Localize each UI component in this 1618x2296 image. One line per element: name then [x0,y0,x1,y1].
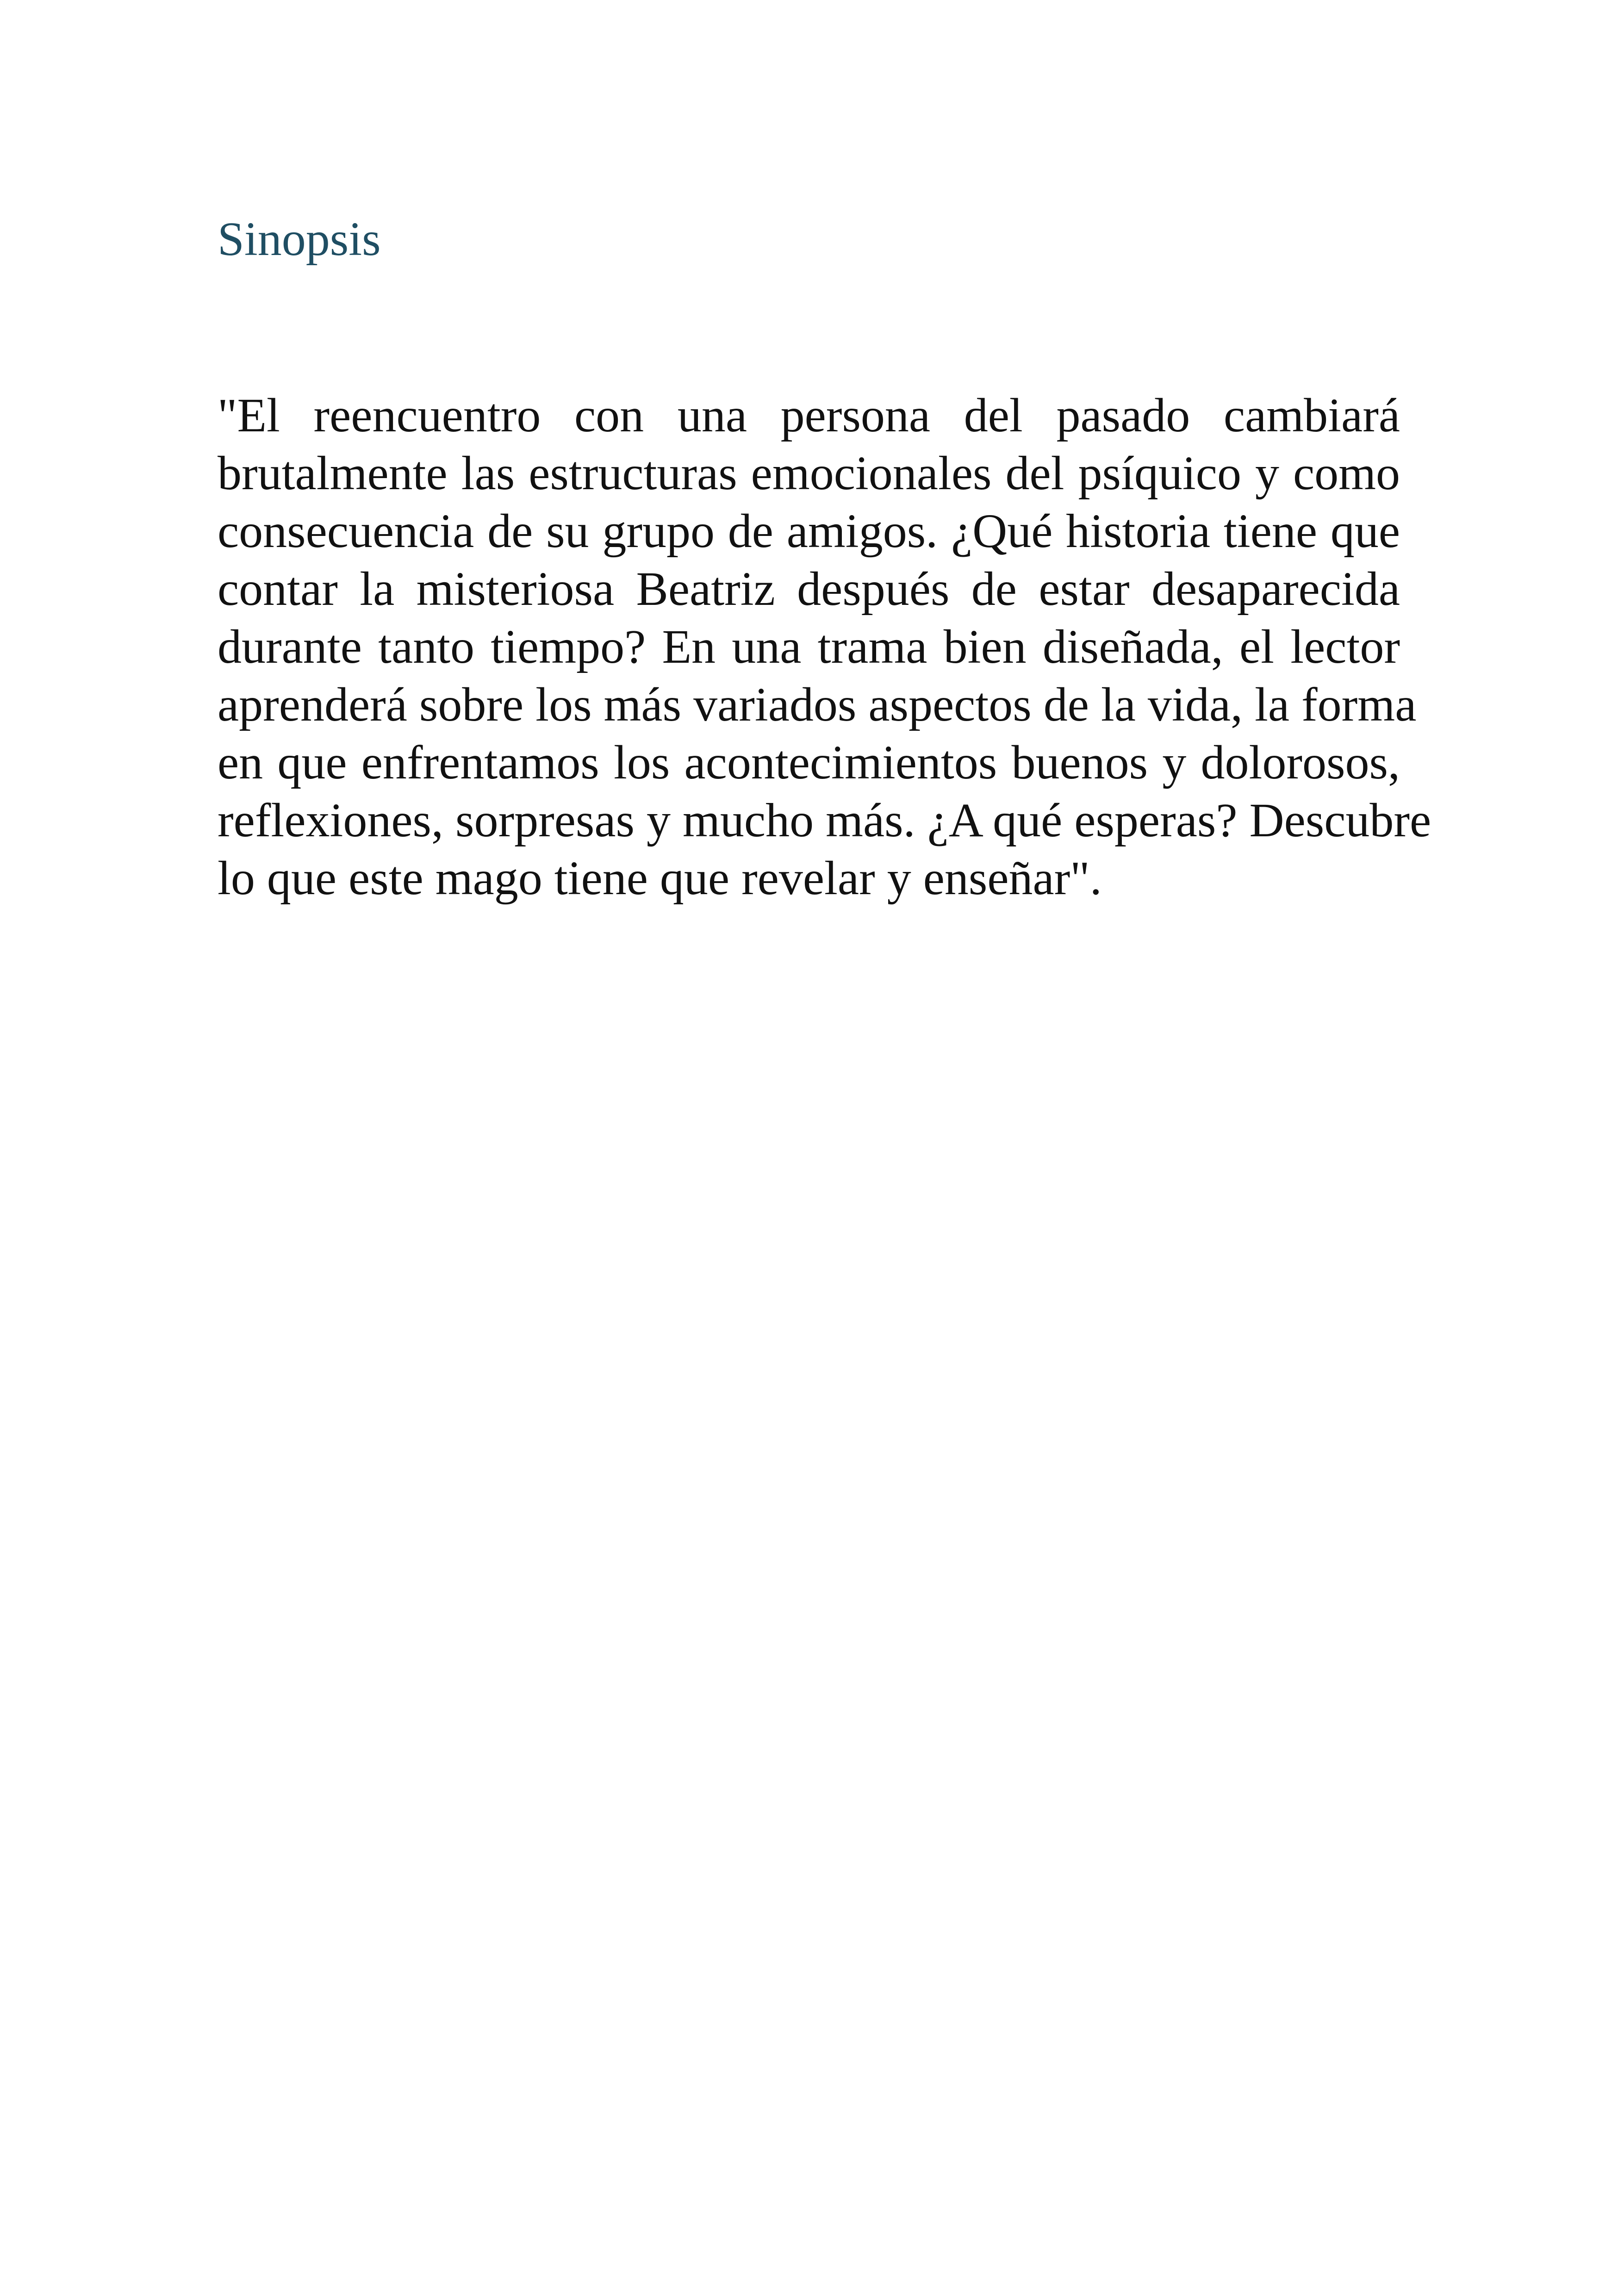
paragraph-line: "El reencuentro con una persona del pasado cambiará [218,389,1400,442]
paragraph-line: lo que este mago tiene que revelar y enseñar". [218,852,1102,905]
synopsis-paragraph [218,386,1431,907]
paragraph-line: durante tanto tiempo? En una trama bien diseñada, el lector [218,620,1400,673]
paragraph-line: consecuencia de su grupo de amigos. ¿Qué historia tiene que [218,504,1400,558]
paragraph-line: en que enfrentamos los acontecimientos buenos y dolorosos, [218,736,1400,789]
paragraph-line: aprenderá sobre los más variados aspectos de la vida, la forma [218,678,1417,731]
paragraph-line: reflexiones, sorpresas y mucho más. ¿A qué esperas? Descubre [218,794,1431,847]
paragraph-line: brutalmente las estructuras emocionales del psíquico y como [218,447,1400,500]
paragraph-line: contar la misteriosa Beatriz después de estar desaparecida [218,562,1400,616]
page-title: Sinopsis [218,212,381,266]
